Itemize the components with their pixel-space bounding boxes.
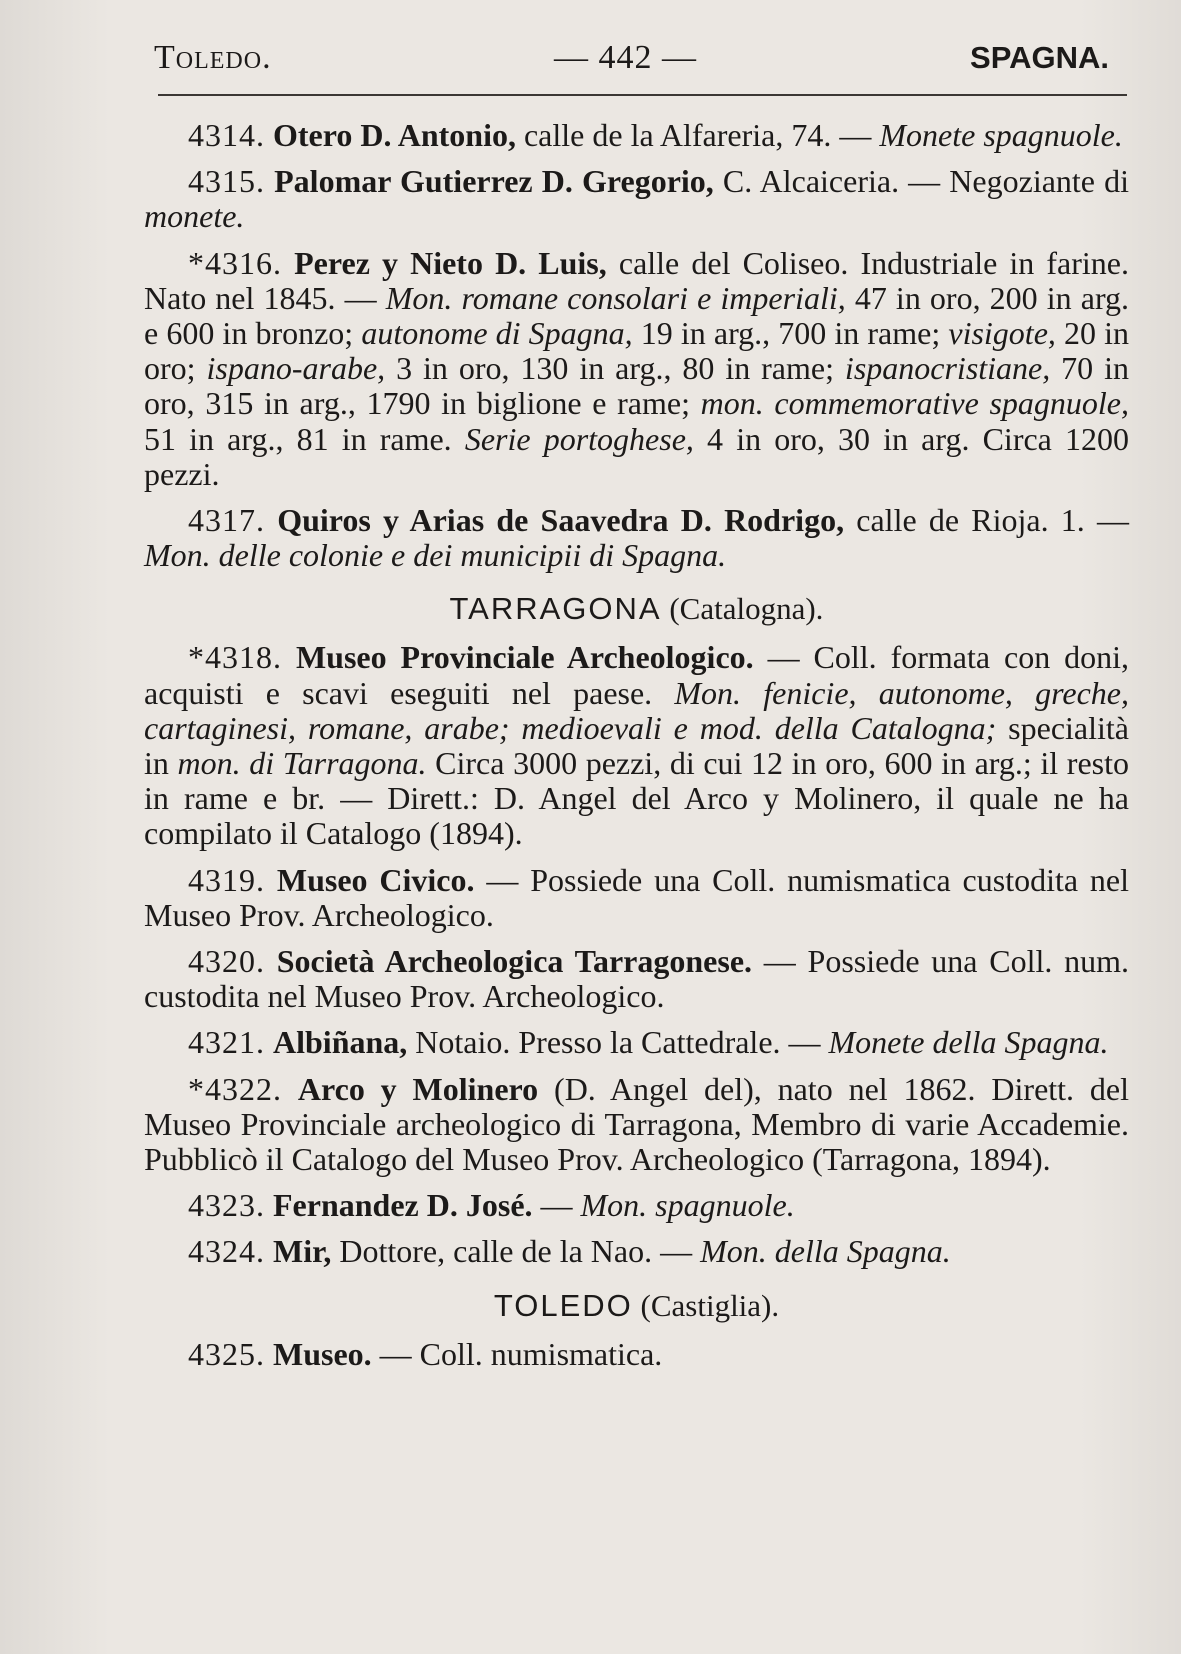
entry-number: 4317. xyxy=(188,502,265,539)
section-place: TARRAGONA xyxy=(449,591,662,627)
entry-number: 4321. xyxy=(188,1024,265,1061)
entry-text: C. Alcaiceria. — Negoziante di xyxy=(713,163,1130,200)
entry-name: Società Archeologica Tarragonese. xyxy=(276,943,753,980)
entry-name: Museo Provinciale Archeologico. xyxy=(295,639,754,676)
directory-entry xyxy=(144,640,1129,851)
entry-italic: autonome di Spagna, xyxy=(361,315,633,352)
entry-group-tarragona xyxy=(144,640,1129,1269)
entry-name: Mir, xyxy=(273,1233,332,1270)
directory-entry xyxy=(144,944,1129,1014)
entry-number: 4319. xyxy=(188,861,265,898)
entry-italic: visigote, xyxy=(948,315,1056,352)
entry-text: 47 in oro, 200 in arg. e 600 in bronzo; xyxy=(144,279,1130,352)
entry-text: 20 in oro; xyxy=(144,315,1130,387)
entry-italic: Mon. della Spagna. xyxy=(700,1233,951,1270)
directory-entry xyxy=(144,1025,1129,1060)
entry-number: *4322. xyxy=(188,1070,282,1107)
entry-text: 51 in arg., 81 in rame. xyxy=(144,420,465,457)
section-heading-toledo xyxy=(144,1288,1129,1323)
entry-text: Circa 3000 pezzi, di cui 12 in oro, 600 in arg.; il resto in rame e br. — Dirett.: D. Angel del Arco y Molinero, il quale ne ha compilato il Catalogo (1894). xyxy=(144,745,1130,852)
section-region: (Catalogna). xyxy=(669,591,824,627)
directory-entry xyxy=(144,1188,1129,1223)
entry-text: — Possiede una Coll. numismatica custodita nel Museo Prov. Archeologico. xyxy=(144,861,1130,933)
entry-name: Arco y Molinero xyxy=(297,1070,539,1107)
entry-italic: Serie portoghese, xyxy=(464,420,694,457)
entry-text: — Coll. numismatica. xyxy=(371,1335,663,1372)
entry-italic: mon. di Tarragona. xyxy=(177,745,427,782)
entry-text: — xyxy=(532,1187,581,1224)
entry-text: specialità in xyxy=(144,709,1130,782)
entry-italic: Mon. fenicie, autonome, greche, cartaginesi, romane, arabe; medioevali e mod. della Catalogna; xyxy=(144,674,1130,746)
entry-italic: mon. commemorative spagnuole, xyxy=(700,385,1130,422)
header-rule xyxy=(158,94,1127,96)
directory-entry xyxy=(144,503,1129,573)
directory-entry xyxy=(144,246,1129,492)
running-head xyxy=(144,36,1131,80)
section-heading-tarragona xyxy=(144,591,1129,626)
entry-text: 3 in oro, 130 in arg., 80 in rame; xyxy=(385,350,845,387)
entry-italic: monete. xyxy=(144,198,245,235)
entry-italic: Monete spagnuole. xyxy=(879,117,1123,153)
entry-text: (D. Angel del), nato nel 1862. Dirett. del Museo Provinciale archeologico di Tarragona, Membro di varie Accademie. Pubblicò il Catalogo del Museo Prov. Archeologico (Tarragona, 1894). xyxy=(144,1070,1130,1178)
directory-entry xyxy=(144,1072,1129,1178)
entry-text: calle de la Alfareria, 74. — xyxy=(515,117,880,153)
entry-number: 4320. xyxy=(188,943,265,980)
entry-name: Museo Civico. xyxy=(276,861,475,898)
entry-text: calle de Rioja. 1. — xyxy=(844,502,1130,539)
entry-number: 4324. xyxy=(188,1233,265,1270)
entry-number: 4314. xyxy=(188,117,265,153)
page-body xyxy=(144,118,1129,1372)
entry-text: — Coll. formata con doni, acquisti e scavi eseguiti nel paese. xyxy=(144,639,1130,711)
entry-text: calle del Coliseo. Industriale in farine. Nato nel 1845. — xyxy=(144,244,1130,316)
entry-italic: ispanocristiane, xyxy=(844,350,1051,387)
entry-italic: Mon. romane consolari e imperiali, xyxy=(385,279,846,316)
running-head-left: Toledo. xyxy=(154,39,272,76)
running-head-right: SPAGNA. xyxy=(970,40,1109,75)
section-place: TOLEDO xyxy=(493,1287,633,1323)
entry-number: *4318. xyxy=(188,639,282,676)
entry-number: 4325. xyxy=(188,1335,265,1372)
entry-number: 4315. xyxy=(188,163,265,200)
entry-name: Albiñana, xyxy=(273,1024,408,1061)
directory-entry xyxy=(144,1337,1129,1372)
entry-group-toledo-cont xyxy=(144,118,1129,573)
entry-number: 4323. xyxy=(188,1187,265,1224)
entry-name: Quiros y Arias de Saavedra D. Rodrigo, xyxy=(277,502,845,539)
entry-group-toledo xyxy=(144,1337,1129,1372)
directory-entry xyxy=(144,118,1129,153)
entry-name: Fernandez D. José. xyxy=(273,1187,533,1224)
directory-entry xyxy=(144,164,1129,234)
entry-italic: Mon. spagnuole. xyxy=(580,1187,795,1224)
entry-number: *4316. xyxy=(188,244,282,281)
entry-text: Notaio. Presso la Cattedrale. — xyxy=(407,1024,829,1061)
entry-name: Otero D. Antonio, xyxy=(273,117,516,153)
entry-italic: Monete della Spagna. xyxy=(828,1024,1109,1061)
entry-text: 4 in oro, 30 in arg. Circa 1200 pezzi. xyxy=(144,420,1130,492)
entry-text: — Possiede una Coll. num. custodita nel Museo Prov. Archeologico. xyxy=(144,943,1130,1015)
entry-text: Dottore, calle de la Nao. — xyxy=(331,1233,701,1270)
directory-entry xyxy=(144,1234,1129,1269)
entry-italic: Mon. delle colonie e dei municipii di Spagna. xyxy=(144,537,727,574)
entry-italic: ispano-arabe, xyxy=(206,350,386,387)
entry-name: Perez y Nieto D. Luis, xyxy=(294,244,607,281)
entry-text: 19 in arg., 700 in rame; xyxy=(632,315,949,352)
entry-name: Museo. xyxy=(273,1335,372,1372)
entry-text: 70 in oro, 315 in arg., 1790 in biglione e rame; xyxy=(144,350,1130,422)
section-region: (Castiglia). xyxy=(640,1287,780,1323)
entry-name: Palomar Gutierrez D. Gregorio, xyxy=(274,163,714,200)
directory-entry xyxy=(144,863,1129,933)
page-number: — 442 — xyxy=(554,39,697,76)
